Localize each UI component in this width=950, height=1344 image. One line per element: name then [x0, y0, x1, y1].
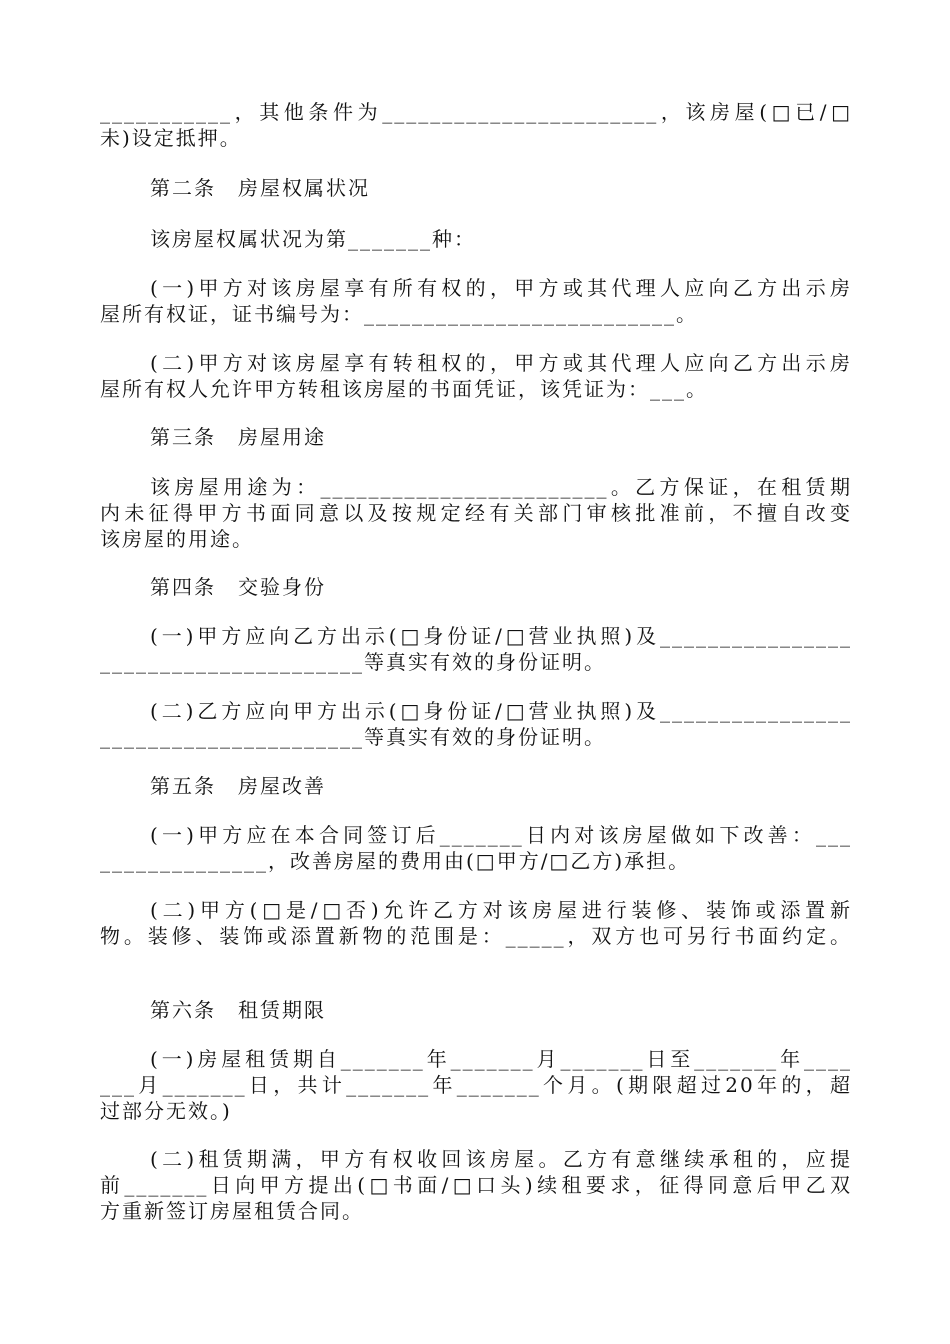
paragraph-line: (二)甲方对该房屋享有转租权的，甲方或其代理人应向乙方出示房 — [150, 351, 852, 375]
section-heading: 第三条 房屋用途 — [150, 425, 326, 449]
section-heading: 第二条 房屋权属状况 — [150, 176, 370, 200]
paragraph-line: ______________，改善房屋的费用由(□甲方/□乙方)承担。 — [100, 849, 691, 873]
paragraph-line: (一)房屋租赁期自_______年_______月_______日至_______年____ — [150, 1047, 852, 1071]
paragraph-line: (二)租赁期满，甲方有权收回该房屋。乙方有意继续承租的，应提 — [150, 1147, 852, 1171]
paragraph-line: 物。装修、装饰或添置新物的范围是：_____，双方也可另行书面约定。 — [100, 924, 852, 948]
paragraph-line: ___________，其他条件为_______________________，该房屋(□已/□ — [100, 100, 852, 124]
paragraph-line: (二)甲方(□是/□否)允许乙方对该房屋进行装修、装饰或添置新 — [150, 898, 852, 922]
paragraph-line: 该房屋的用途。 — [100, 527, 254, 551]
paragraph-line: 过部分无效。) — [100, 1099, 232, 1123]
section-heading: 第四条 交验身份 — [150, 575, 326, 599]
section-heading: 第五条 房屋改善 — [150, 774, 326, 798]
paragraph-line: 屋所有权证，证书编号为：__________________________。 — [100, 302, 698, 326]
paragraph-line: ______________________等真实有效的身份证明。 — [100, 650, 606, 674]
paragraph-line: (一)甲方对该房屋享有所有权的，甲方或其代理人应向乙方出示房 — [150, 276, 852, 300]
paragraph-line: 该房屋权属状况为第_______种： — [150, 227, 476, 251]
section-heading: 第六条 租赁期限 — [150, 998, 326, 1022]
paragraph-line: ___月_______日，共计_______年_______个月。(期限超过20年的，超 — [100, 1073, 852, 1097]
paragraph-line: 方重新签订房屋租赁合同。 — [100, 1199, 364, 1223]
paragraph-line: 未)设定抵押。 — [100, 126, 242, 150]
paragraph-line: 该房屋用途为：________________________。乙方保证，在租赁期 — [150, 475, 852, 499]
paragraph-line: ______________________等真实有效的身份证明。 — [100, 725, 606, 749]
paragraph-line: 内未征得甲方书面同意以及按规定经有关部门审核批准前，不擅自改变 — [100, 501, 852, 525]
paragraph-line: (一)甲方应向乙方出示(□身份证/□营业执照)及________________ — [150, 624, 852, 648]
paragraph-line: 屋所有权人允许甲方转租该房屋的书面凭证，该凭证为：___。 — [100, 377, 708, 401]
paragraph-line: (一)甲方应在本合同签订后_______日内对该房屋做如下改善：___ — [150, 823, 852, 847]
paragraph-line: (二)乙方应向甲方出示(□身份证/□营业执照)及________________ — [150, 699, 852, 723]
paragraph-line: 前_______日向甲方提出(□书面/□口头)续租要求，征得同意后甲乙双 — [100, 1173, 852, 1197]
